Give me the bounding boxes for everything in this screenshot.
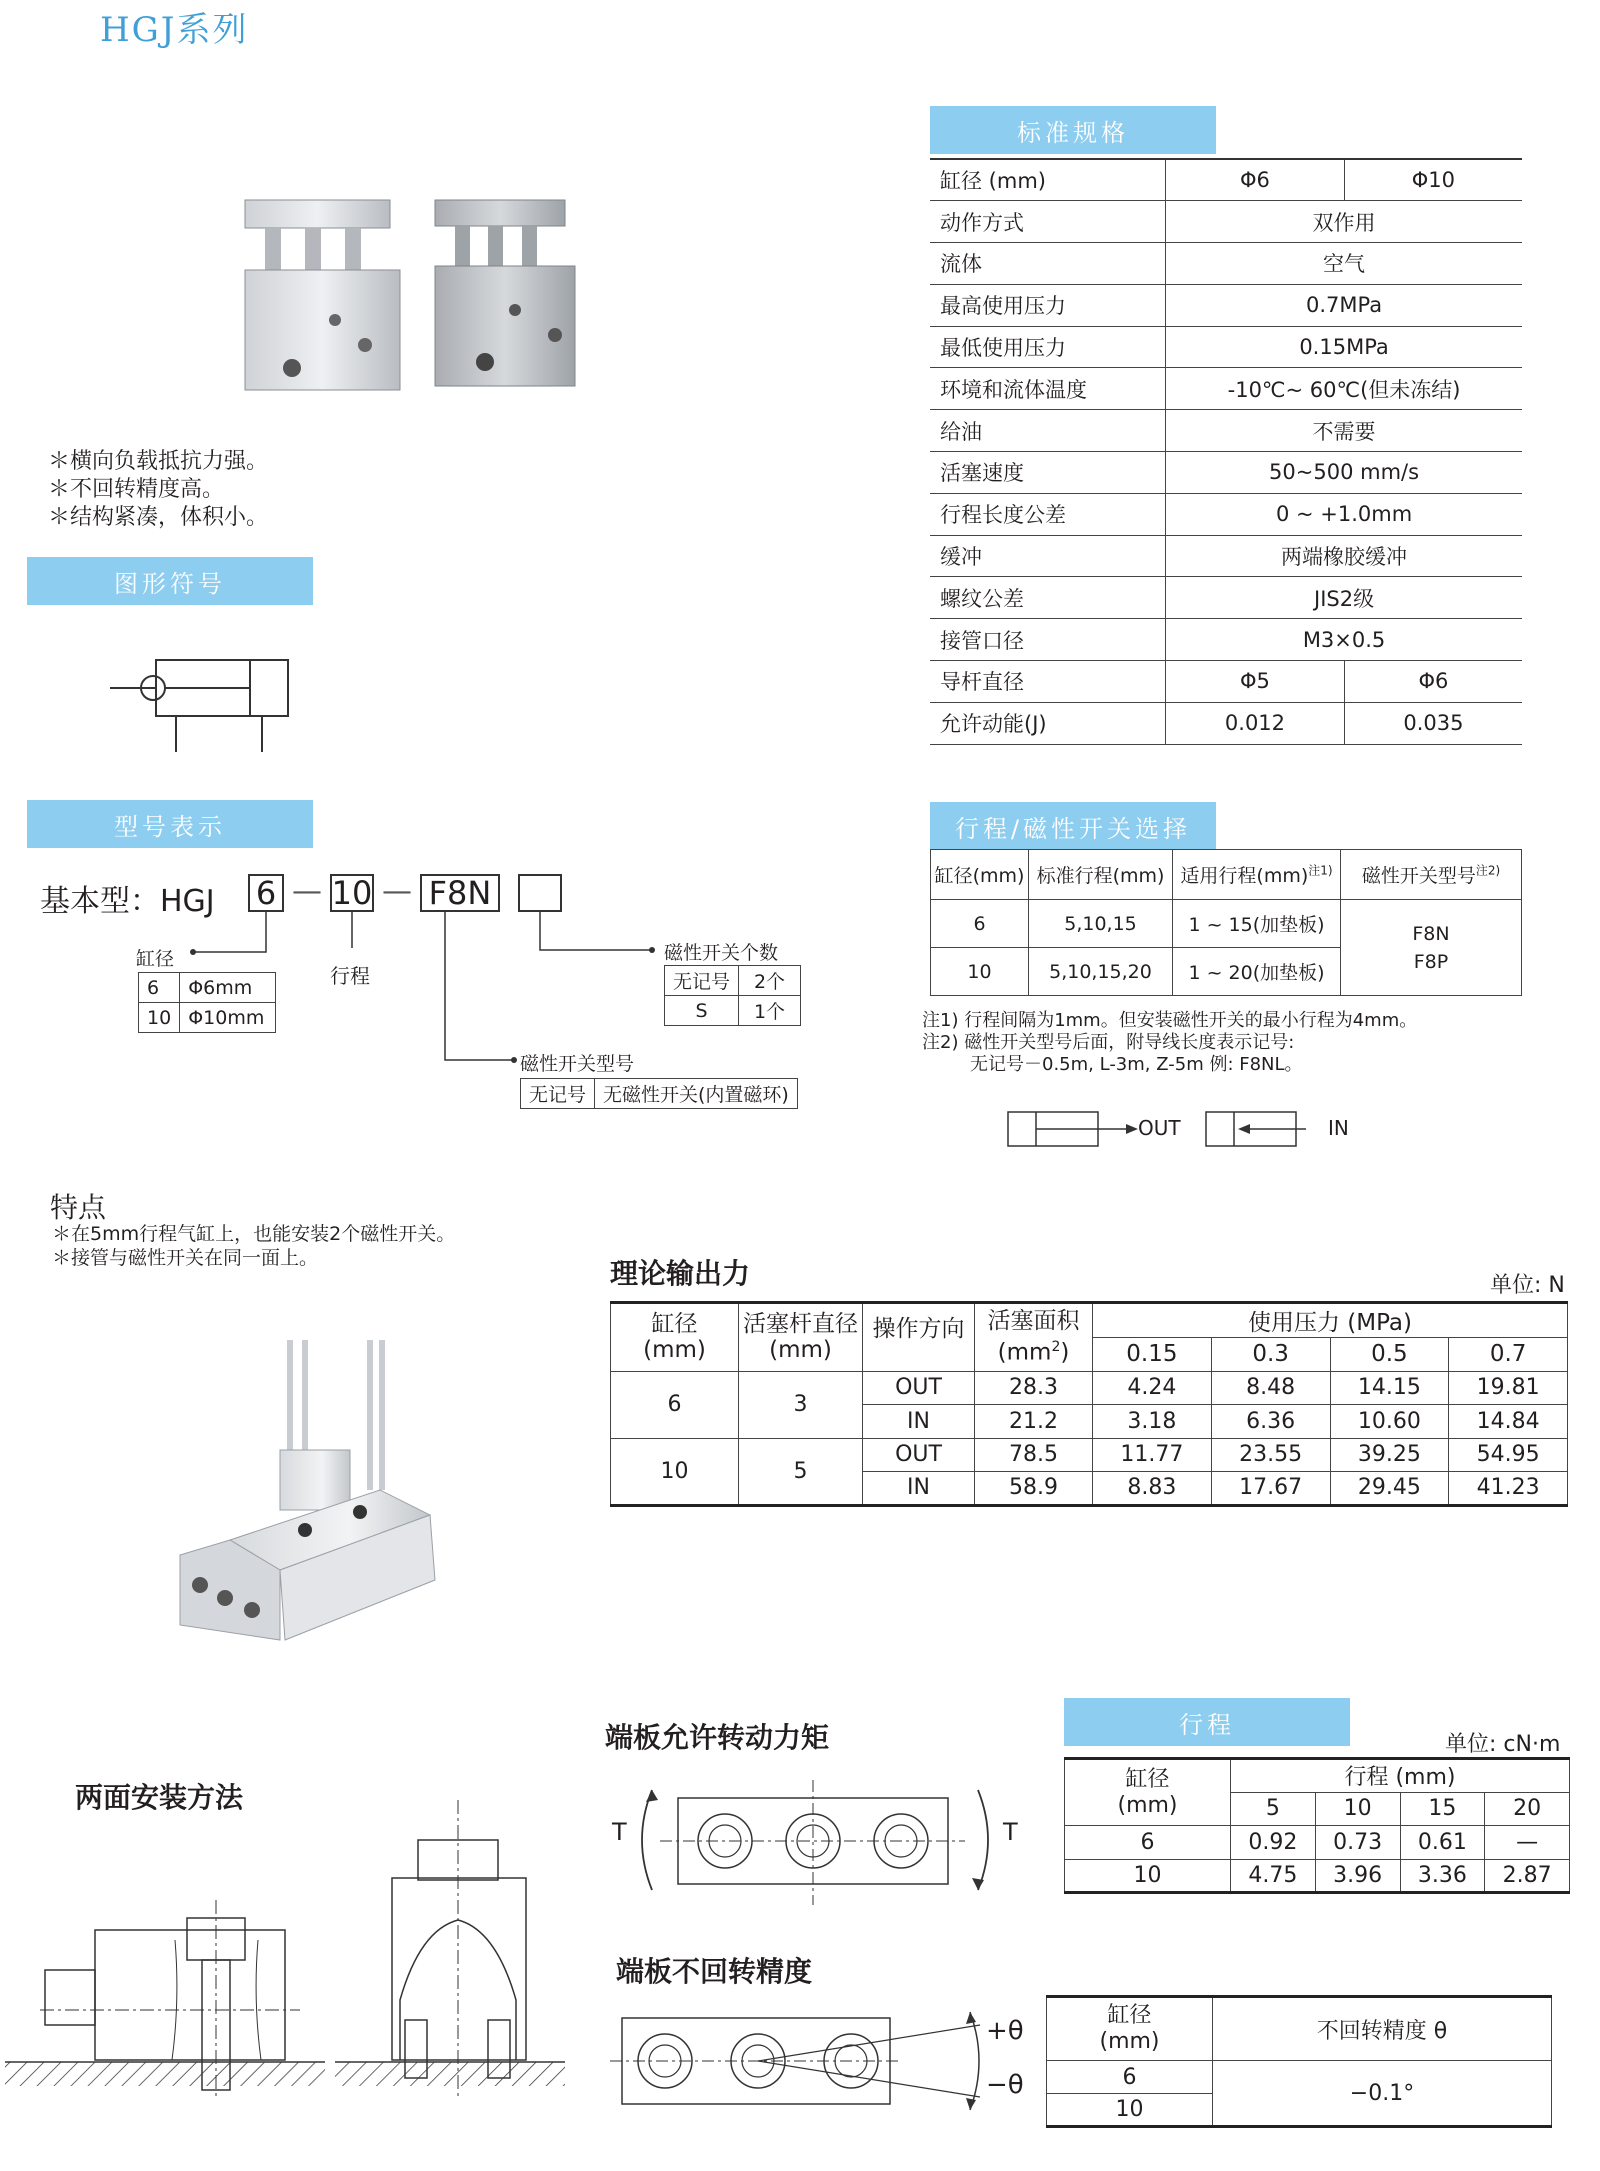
code-cell: 无记号 xyxy=(521,1079,595,1109)
table-row xyxy=(1047,2061,1552,2094)
footnote-mark: 注2) xyxy=(1475,863,1501,878)
table-row xyxy=(930,284,1522,326)
stroke-header: 10 xyxy=(1315,1792,1400,1826)
intro-bullet: ＊不回转精度高。 xyxy=(48,477,225,502)
header-label: 缸径 xyxy=(1125,1766,1170,1792)
dir-cell: OUT xyxy=(863,1371,975,1405)
table-row xyxy=(521,1079,798,1109)
value-cell: 1个 xyxy=(739,996,801,1026)
theta-plus: +θ xyxy=(986,2016,1024,2046)
force-cell: 8.83 xyxy=(1093,1472,1212,1506)
spec-value: Φ6 xyxy=(1166,159,1345,201)
header-label: 缸径 xyxy=(651,1311,698,1338)
bore-code-table xyxy=(138,972,276,1033)
value-cell: Φ6mm xyxy=(180,973,276,1003)
table-row xyxy=(1065,1859,1570,1893)
table-row xyxy=(139,973,276,1003)
in-label: IN xyxy=(1328,1116,1349,1140)
torque-title: 端板允许转动力矩 xyxy=(605,1721,830,1754)
output-table xyxy=(610,1301,1568,1507)
cylinder-small xyxy=(435,200,575,386)
torque-cell: 3.96 xyxy=(1315,1859,1400,1893)
switch-model: F8P xyxy=(1413,950,1449,973)
table-row xyxy=(930,243,1522,285)
feature-bullet: ＊接管与磁性开关在同一面上。 xyxy=(52,1247,319,1269)
cylinder-large xyxy=(245,200,400,390)
stroke-note-2: 注2) 磁性开关型号后面，附导线长度表示记号: xyxy=(922,1032,1295,1053)
rod-cell: 3 xyxy=(739,1371,863,1438)
product-photo xyxy=(230,170,590,420)
features-bullets xyxy=(52,1222,455,1270)
spec-value: 不需要 xyxy=(1166,410,1522,452)
force-cell: 14.84 xyxy=(1449,1405,1568,1439)
torque-cell: — xyxy=(1485,1826,1570,1860)
spec-value: 两端橡胶缓冲 xyxy=(1166,535,1522,577)
torque-diagram xyxy=(630,1770,1000,1910)
column-header xyxy=(739,1303,863,1372)
dir-cell: IN xyxy=(863,1405,975,1439)
column-header: 行程 (mm) xyxy=(1231,1759,1570,1793)
area-cell: 78.5 xyxy=(975,1438,1093,1472)
torque-cell: 0.73 xyxy=(1315,1826,1400,1860)
bore-cell: 6 xyxy=(611,1371,739,1438)
stroke-note-3: 无记号－0.5m, L-3m, Z-5m 例: F8NL。 xyxy=(970,1054,1303,1075)
force-cell: 29.45 xyxy=(1330,1472,1449,1506)
header-unit: (mm) xyxy=(643,1337,706,1364)
table-row xyxy=(930,159,1522,201)
force-cell: 39.25 xyxy=(1330,1438,1449,1472)
table-row xyxy=(930,661,1522,703)
table-row xyxy=(930,577,1522,619)
header-unit: (mm) xyxy=(1117,1792,1178,1818)
spec-table xyxy=(930,158,1522,745)
torque-cell: 2.87 xyxy=(1485,1859,1570,1893)
model-header: 型号表示 xyxy=(27,800,313,848)
table-row xyxy=(1047,1997,1552,2061)
spec-label: 允许动能(J) xyxy=(930,702,1166,744)
rod-cell: 5 xyxy=(739,1438,863,1505)
table-row xyxy=(1065,1826,1570,1860)
dir-cell: IN xyxy=(863,1472,975,1506)
pressure-header: 0.7 xyxy=(1449,1338,1568,1372)
value-cell: 2个 xyxy=(739,966,801,996)
force-cell: 54.95 xyxy=(1449,1438,1568,1472)
force-cell: 41.23 xyxy=(1449,1472,1568,1506)
header-label: 活塞面积 xyxy=(987,1308,1080,1335)
spec-value: Φ5 xyxy=(1166,661,1345,703)
table-row xyxy=(1065,1759,1570,1793)
out-label: OUT xyxy=(1138,1116,1181,1140)
table-row xyxy=(665,996,801,1026)
table-row xyxy=(931,900,1522,948)
stroke-label: 行程 xyxy=(330,964,370,988)
intro-bullets xyxy=(48,448,268,532)
symbol-header: 图形符号 xyxy=(27,557,313,605)
mounting-diagram xyxy=(0,1800,580,2100)
theta-minus: −θ xyxy=(986,2070,1024,2100)
table-row xyxy=(611,1303,1568,1338)
product-photo-mounted xyxy=(170,1340,470,1660)
header-label: 缸径 xyxy=(1107,2003,1152,2028)
dir-cell: OUT xyxy=(863,1438,975,1472)
column-label: 适用行程(mm) xyxy=(1180,865,1309,887)
table-row xyxy=(930,452,1522,494)
header-unit: (mm) xyxy=(1099,2029,1160,2054)
std-stroke-cell: 5,10,15 xyxy=(1029,900,1173,948)
model-box-stroke: 10 xyxy=(331,874,373,912)
header-unit-sup: 2 xyxy=(1051,1339,1061,1356)
count-code-table xyxy=(664,965,801,1026)
pressure-header: 0.5 xyxy=(1330,1338,1449,1372)
nonrot-title: 端板不回转精度 xyxy=(616,1955,813,1988)
features-title: 特点 xyxy=(50,1191,107,1224)
force-cell: 10.60 xyxy=(1330,1405,1449,1439)
spec-value: Φ6 xyxy=(1344,661,1522,703)
force-cell: 3.18 xyxy=(1093,1405,1212,1439)
accuracy-cell: −0.1° xyxy=(1213,2061,1552,2127)
table-row xyxy=(665,966,801,996)
table-row xyxy=(930,619,1522,661)
spec-value: 0.7MPa xyxy=(1166,284,1522,326)
spec-label: 螺纹公差 xyxy=(930,577,1166,619)
table-row xyxy=(930,702,1522,744)
torque-table xyxy=(1064,1757,1570,1894)
switch-label: 磁性开关型号 xyxy=(520,1053,635,1075)
header-unit: ) xyxy=(1060,1340,1070,1367)
nonrot-diagram xyxy=(610,1990,1000,2130)
table-row xyxy=(931,850,1522,900)
force-cell: 11.77 xyxy=(1093,1438,1212,1472)
nonrot-table xyxy=(1046,1995,1552,2128)
model-prefix: 基本型：HGJ xyxy=(40,884,215,919)
spec-label: 最高使用压力 xyxy=(930,284,1166,326)
force-cell: 23.55 xyxy=(1211,1438,1330,1472)
column-header: 标准行程(mm) xyxy=(1029,850,1173,900)
column-header xyxy=(1341,850,1522,900)
table-row xyxy=(930,368,1522,410)
mount-front-view xyxy=(335,1800,565,2100)
column-header: 使用压力 (MPa) xyxy=(1093,1303,1568,1338)
intro-bullet: ＊结构紧凑，体积小。 xyxy=(48,505,269,530)
force-cell: 14.15 xyxy=(1330,1371,1449,1405)
code-cell: 6 xyxy=(139,973,180,1003)
table-row xyxy=(611,1371,1568,1405)
column-header xyxy=(1065,1759,1231,1826)
area-cell: 28.3 xyxy=(975,1371,1093,1405)
spec-label: 活塞速度 xyxy=(930,452,1166,494)
spec-value: 0 ~ +1.0mm xyxy=(1166,493,1522,535)
intro-bullet: ＊横向负载抵抗力强。 xyxy=(48,449,269,474)
column-header xyxy=(1047,1997,1213,2061)
header-label: 活塞杆直径 xyxy=(743,1311,858,1338)
spec-value: 0.012 xyxy=(1166,702,1345,744)
spec-header: 标准规格 xyxy=(930,106,1216,154)
area-cell: 58.9 xyxy=(975,1472,1093,1506)
switch-model-cell xyxy=(1341,900,1522,996)
switch-code-table xyxy=(520,1078,798,1109)
torque-cell: 3.36 xyxy=(1400,1859,1485,1893)
header-unit: (mm xyxy=(997,1340,1052,1367)
torque-t-left: T xyxy=(612,1818,627,1846)
spec-value: -10℃~ 60℃(但未冻结) xyxy=(1166,368,1522,410)
spec-label: 行程长度公差 xyxy=(930,493,1166,535)
switch-model: F8N xyxy=(1412,922,1450,945)
table-row xyxy=(930,535,1522,577)
model-dash: — xyxy=(292,874,322,909)
torque-cell: 0.92 xyxy=(1231,1826,1316,1860)
spec-value: 双作用 xyxy=(1166,201,1522,243)
spec-value: 0.15MPa xyxy=(1166,326,1522,368)
column-label: 磁性开关型号 xyxy=(1361,865,1476,887)
spec-label: 缓冲 xyxy=(930,535,1166,577)
spec-value: JIS2级 xyxy=(1166,577,1522,619)
stroke-header: 5 xyxy=(1231,1792,1316,1826)
bore-cell: 10 xyxy=(611,1438,739,1505)
value-cell: Φ10mm xyxy=(180,1003,276,1033)
stroke-switch-header: 行程/磁性开关选择 xyxy=(930,802,1216,850)
column-header xyxy=(1173,850,1341,900)
bore-cell: 10 xyxy=(931,948,1029,996)
pneumatic-symbol xyxy=(110,640,310,755)
table-row xyxy=(930,410,1522,452)
spec-value: 0.035 xyxy=(1344,702,1522,744)
spec-value: M3×0.5 xyxy=(1166,619,1522,661)
spec-label: 给油 xyxy=(930,410,1166,452)
model-box-bore: 6 xyxy=(248,874,284,912)
spec-label: 环境和流体温度 xyxy=(930,368,1166,410)
std-stroke-cell: 5,10,15,20 xyxy=(1029,948,1173,996)
stroke-header: 20 xyxy=(1485,1792,1570,1826)
torque-cell: 0.61 xyxy=(1400,1826,1485,1860)
output-unit: 单位: N xyxy=(1490,1273,1565,1298)
force-cell: 8.48 xyxy=(1211,1371,1330,1405)
model-dash: — xyxy=(382,874,412,909)
force-cell: 19.81 xyxy=(1449,1371,1568,1405)
table-row xyxy=(930,493,1522,535)
force-cell: 4.24 xyxy=(1093,1371,1212,1405)
bore-cell: 10 xyxy=(1047,2094,1213,2127)
table-row xyxy=(930,326,1522,368)
footnote-mark: 注1) xyxy=(1308,863,1333,878)
stroke-switch-table xyxy=(930,849,1522,996)
torque-table-header: 行程 xyxy=(1064,1698,1350,1746)
mounting-title: 两面安装方法 xyxy=(75,1781,244,1814)
table-row xyxy=(930,201,1522,243)
code-cell: 无记号 xyxy=(665,966,739,996)
spec-label: 动作方式 xyxy=(930,201,1166,243)
area-cell: 21.2 xyxy=(975,1405,1093,1439)
torque-unit: 单位: cN·m xyxy=(1445,1732,1561,1757)
code-cell: 10 xyxy=(139,1003,180,1033)
spec-value: Φ10 xyxy=(1344,159,1522,201)
column-header xyxy=(975,1303,1093,1372)
column-header: 不回转精度 θ xyxy=(1213,1997,1552,2061)
code-cell: S xyxy=(665,996,739,1026)
spec-label: 缸径 (mm) xyxy=(930,159,1166,201)
app-stroke-cell: 1 ~ 20(加垫板) xyxy=(1173,948,1341,996)
column-header: 缸径(mm) xyxy=(931,850,1029,900)
stroke-note-1: 注1) 行程间隔为1mm。但安装磁性开关的最小行程为4mm。 xyxy=(922,1010,1418,1031)
value-cell: 无磁性开关(内置磁环) xyxy=(595,1079,798,1109)
column-header: 操作方向 xyxy=(863,1303,975,1372)
app-stroke-cell: 1 ~ 15(加垫板) xyxy=(1173,900,1341,948)
bore-cell: 10 xyxy=(1065,1859,1231,1893)
bore-cell: 6 xyxy=(931,900,1029,948)
spec-label: 流体 xyxy=(930,243,1166,285)
column-header xyxy=(611,1303,739,1372)
mount-side-view xyxy=(5,1900,325,2100)
spec-label: 导杆直径 xyxy=(930,661,1166,703)
output-title: 理论输出力 xyxy=(610,1257,751,1290)
header-unit: (mm) xyxy=(769,1337,832,1364)
bore-label: 缸径 xyxy=(136,948,175,970)
force-cell: 17.67 xyxy=(1211,1472,1330,1506)
spec-label: 接管口径 xyxy=(930,619,1166,661)
force-cell: 6.36 xyxy=(1211,1405,1330,1439)
count-label: 磁性开关个数 xyxy=(664,942,779,964)
table-row xyxy=(139,1003,276,1033)
feature-bullet: ＊在5mm行程气缸上，也能安装2个磁性开关。 xyxy=(52,1223,456,1245)
pressure-header: 0.15 xyxy=(1093,1338,1212,1372)
spec-label: 最低使用压力 xyxy=(930,326,1166,368)
spec-value: 50~500 mm/s xyxy=(1166,452,1522,494)
torque-t-right: T xyxy=(1003,1818,1018,1846)
model-box-switch: F8N xyxy=(420,874,500,912)
bore-cell: 6 xyxy=(1047,2061,1213,2094)
spec-value: 空气 xyxy=(1166,243,1522,285)
bore-cell: 6 xyxy=(1065,1826,1231,1860)
pressure-header: 0.3 xyxy=(1211,1338,1330,1372)
table-row xyxy=(611,1438,1568,1472)
series-title: HGJ系列 xyxy=(100,10,249,50)
torque-cell: 4.75 xyxy=(1231,1859,1316,1893)
stroke-header: 15 xyxy=(1400,1792,1485,1826)
